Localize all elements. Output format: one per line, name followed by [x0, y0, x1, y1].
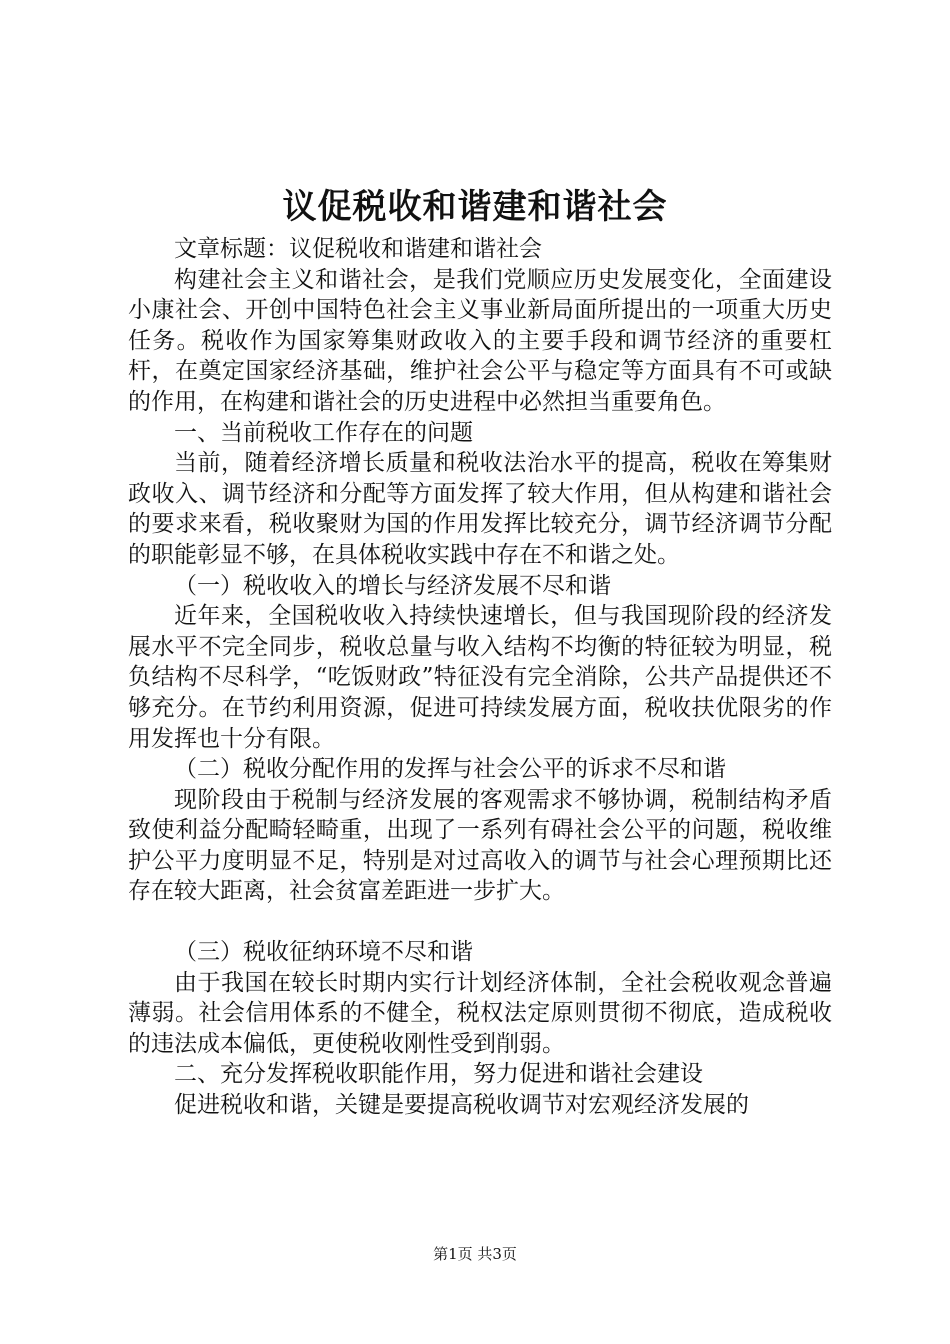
body-paragraph: 当前，随着经济增长质量和税收法治水平的提高，税收在筹集财政收入、调节经济和分配等方面发挥了较大作用，但从构建和谐社会的要求来看，税收聚财为国的作用发挥比较充分，调节经济调节分配的职能彰显不够，在具体税收实践中存在不和谐之处。: [128, 450, 832, 568]
section-heading-2: 二、充分发挥税收职能作用，努力促进和谐社会建设: [174, 1061, 703, 1088]
page-title: 议促税收和谐建和谐社会: [282, 187, 668, 227]
article-title-line: 文章标题：议促税收和谐建和谐社会: [174, 236, 542, 262]
body-paragraph: 现阶段由于税制与经济发展的客观需求不够协调，税制结构矛盾致使利益分配畸轻畸重，出现了一系列有碍社会公平的问题，税收维护公平力度明显不足，特别是对过高收入的调节与社会心理预期比还存在较大距离，社会贫富差距进一步扩大。: [128, 786, 832, 905]
body-paragraph: 促进税收和谐，关键是要提高税收调节对宏观经济发展的: [174, 1092, 749, 1119]
section-heading-1: 一、当前税收工作存在的问题: [174, 419, 473, 446]
document-body: [128, 234, 832, 1121]
page-number: 第1页 共3页: [433, 1245, 517, 1263]
intro-paragraph: 构建社会主义和谐社会，是我们党顺应历史发展变化，全面建设小康社会、开创中国特色社会主义事业新局面所提出的一项重大历史任务。税收作为国家筹集财政收入的主要手段和调节经济的重要杠杆，在奠定国家经济基础，维护社会公平与稳定等方面具有不可或缺的作用，在构建和谐社会的历史进程中必然担当重要角色。: [128, 266, 832, 415]
subsection-heading-3: （三）税收征纳环境不尽和谐: [174, 939, 473, 966]
subsection-heading-1: （一）税收收入的增长与经济发展不尽和谐: [174, 572, 611, 599]
subsection-heading-2: （二）税收分配作用的发挥与社会公平的诉求不尽和谐: [174, 756, 726, 783]
body-paragraph: 由于我国在较长时期内实行计划经济体制，全社会税收观念普遍薄弱。社会信用体系的不健全，税权法定原则贯彻不彻底，造成税收的违法成本偏低，更使税收刚性受到削弱。: [128, 969, 832, 1057]
body-paragraph: 近年来，全国税收收入持续快速增长，但与我国现阶段的经济发展水平不完全同步，税收总量与收入结构不均衡的特征较为明显，税负结构不尽科学，“吃饭财政”特征没有完全消除，公共产品提供还不够充分。在节约利用资源，促进可持续发展方面，税收扶优限劣的作用发挥也十分有限。: [128, 603, 832, 752]
